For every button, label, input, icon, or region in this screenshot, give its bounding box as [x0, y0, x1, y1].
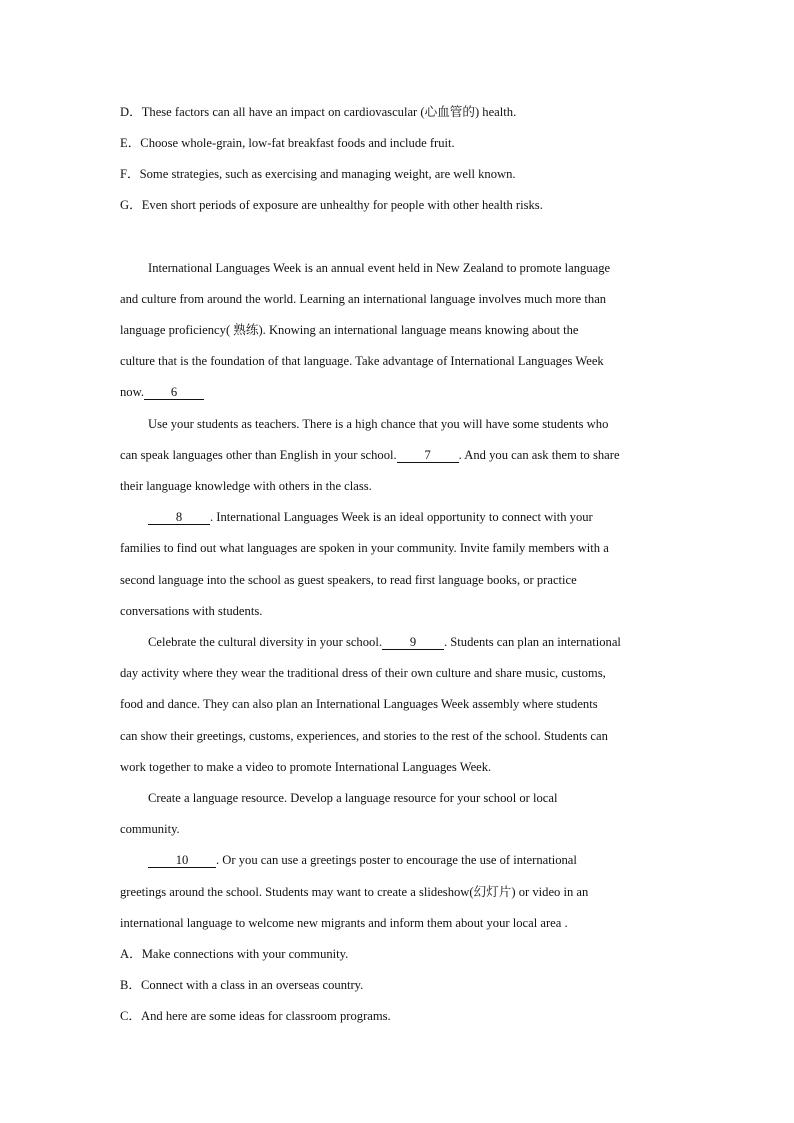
- option-a: [120, 946, 680, 962]
- option-letter: F．: [120, 167, 140, 181]
- passage-line: can show their greetings, customs, experiences, and stories to the rest of the school. Students can: [120, 729, 608, 743]
- option-letter: A．: [120, 947, 142, 961]
- option-text: Some strategies, such as exercising and managing weight, are well known.: [139, 167, 516, 181]
- line-text: . Students can plan an international: [443, 635, 621, 649]
- line-text: Celebrate the cultural diversity in your school.: [148, 635, 382, 649]
- passage-line: Create a language resource. Develop a language resource for your school or local: [148, 791, 558, 805]
- passage-line: [120, 447, 680, 463]
- option-text: These factors can all have an impact on cardiovascular (心血管的) health.: [141, 105, 517, 119]
- passage-line: culture that is the foundation of that language. Take advantage of International Languages Week: [120, 354, 604, 368]
- option-letter: E．: [120, 136, 141, 150]
- option-text: And here are some ideas for classroom programs.: [141, 1009, 391, 1023]
- answer-blank-6[interactable]: 6: [144, 385, 204, 400]
- option-text: Make connections with your community.: [141, 947, 349, 961]
- passage-line: day activity where they wear the traditional dress of their own culture and share music, customs,: [120, 666, 606, 680]
- line-text: . International Languages Week is an ideal opportunity to connect with your: [210, 510, 593, 524]
- passage-line: greetings around the school. Students may want to create a slideshow(幻灯片) or video in an: [120, 885, 589, 899]
- answer-blank-10[interactable]: 10: [148, 853, 216, 868]
- answer-blank-8[interactable]: 8: [148, 510, 210, 525]
- passage-line: International Languages Week is an annual event held in New Zealand to promote language: [148, 261, 611, 275]
- option-f: [120, 166, 680, 182]
- option-g: [120, 197, 680, 213]
- option-letter: C．: [120, 1009, 141, 1023]
- answer-blank-7[interactable]: 7: [397, 448, 459, 463]
- option-letter: G．: [120, 198, 142, 212]
- passage-line: [148, 852, 680, 868]
- answer-blank-9[interactable]: 9: [382, 635, 444, 650]
- line-text: . And you can ask them to share: [458, 448, 620, 462]
- option-b: [120, 977, 680, 993]
- passage-line: families to find out what languages are spoken in your community. Invite family members with a: [120, 541, 609, 555]
- option-text: Connect with a class in an overseas country.: [141, 978, 364, 992]
- option-d: [120, 104, 680, 120]
- line-text: . Or you can use a greetings poster to encourage the use of international: [216, 853, 577, 867]
- line-text: now.: [120, 385, 145, 399]
- passage-line: and culture from around the world. Learning an international language involves much more than: [120, 292, 607, 306]
- passage-line: international language to welcome new migrants and inform them about your local area .: [120, 916, 568, 930]
- passage-line: second language into the school as guest speakers, to read first language books, or practice: [120, 573, 577, 587]
- passage-line: [148, 509, 680, 525]
- option-letter: B．: [120, 978, 141, 992]
- passage-line: language proficiency( 熟练). Knowing an international language means knowing about the: [120, 323, 579, 337]
- option-e: [120, 135, 680, 151]
- passage-line: Use your students as teachers. There is a high chance that you will have some students who: [148, 417, 609, 431]
- passage-line: [120, 384, 680, 400]
- passage-line: their language knowledge with others in the class.: [120, 479, 372, 493]
- option-text: Even short periods of exposure are unhealthy for people with other health risks.: [141, 198, 543, 212]
- passage-line: conversations with students.: [120, 604, 263, 618]
- option-c: [120, 1008, 680, 1024]
- passage-line: work together to make a video to promote International Languages Week.: [120, 760, 492, 774]
- line-text: can speak languages other than English in your school.: [120, 448, 397, 462]
- passage-line: community.: [120, 822, 180, 836]
- option-letter: D．: [120, 105, 142, 119]
- option-text: Choose whole-grain, low-fat breakfast foods and include fruit.: [140, 136, 455, 150]
- passage-line: [148, 634, 680, 650]
- passage-line: food and dance. They can also plan an International Languages Week assembly where students: [120, 697, 598, 711]
